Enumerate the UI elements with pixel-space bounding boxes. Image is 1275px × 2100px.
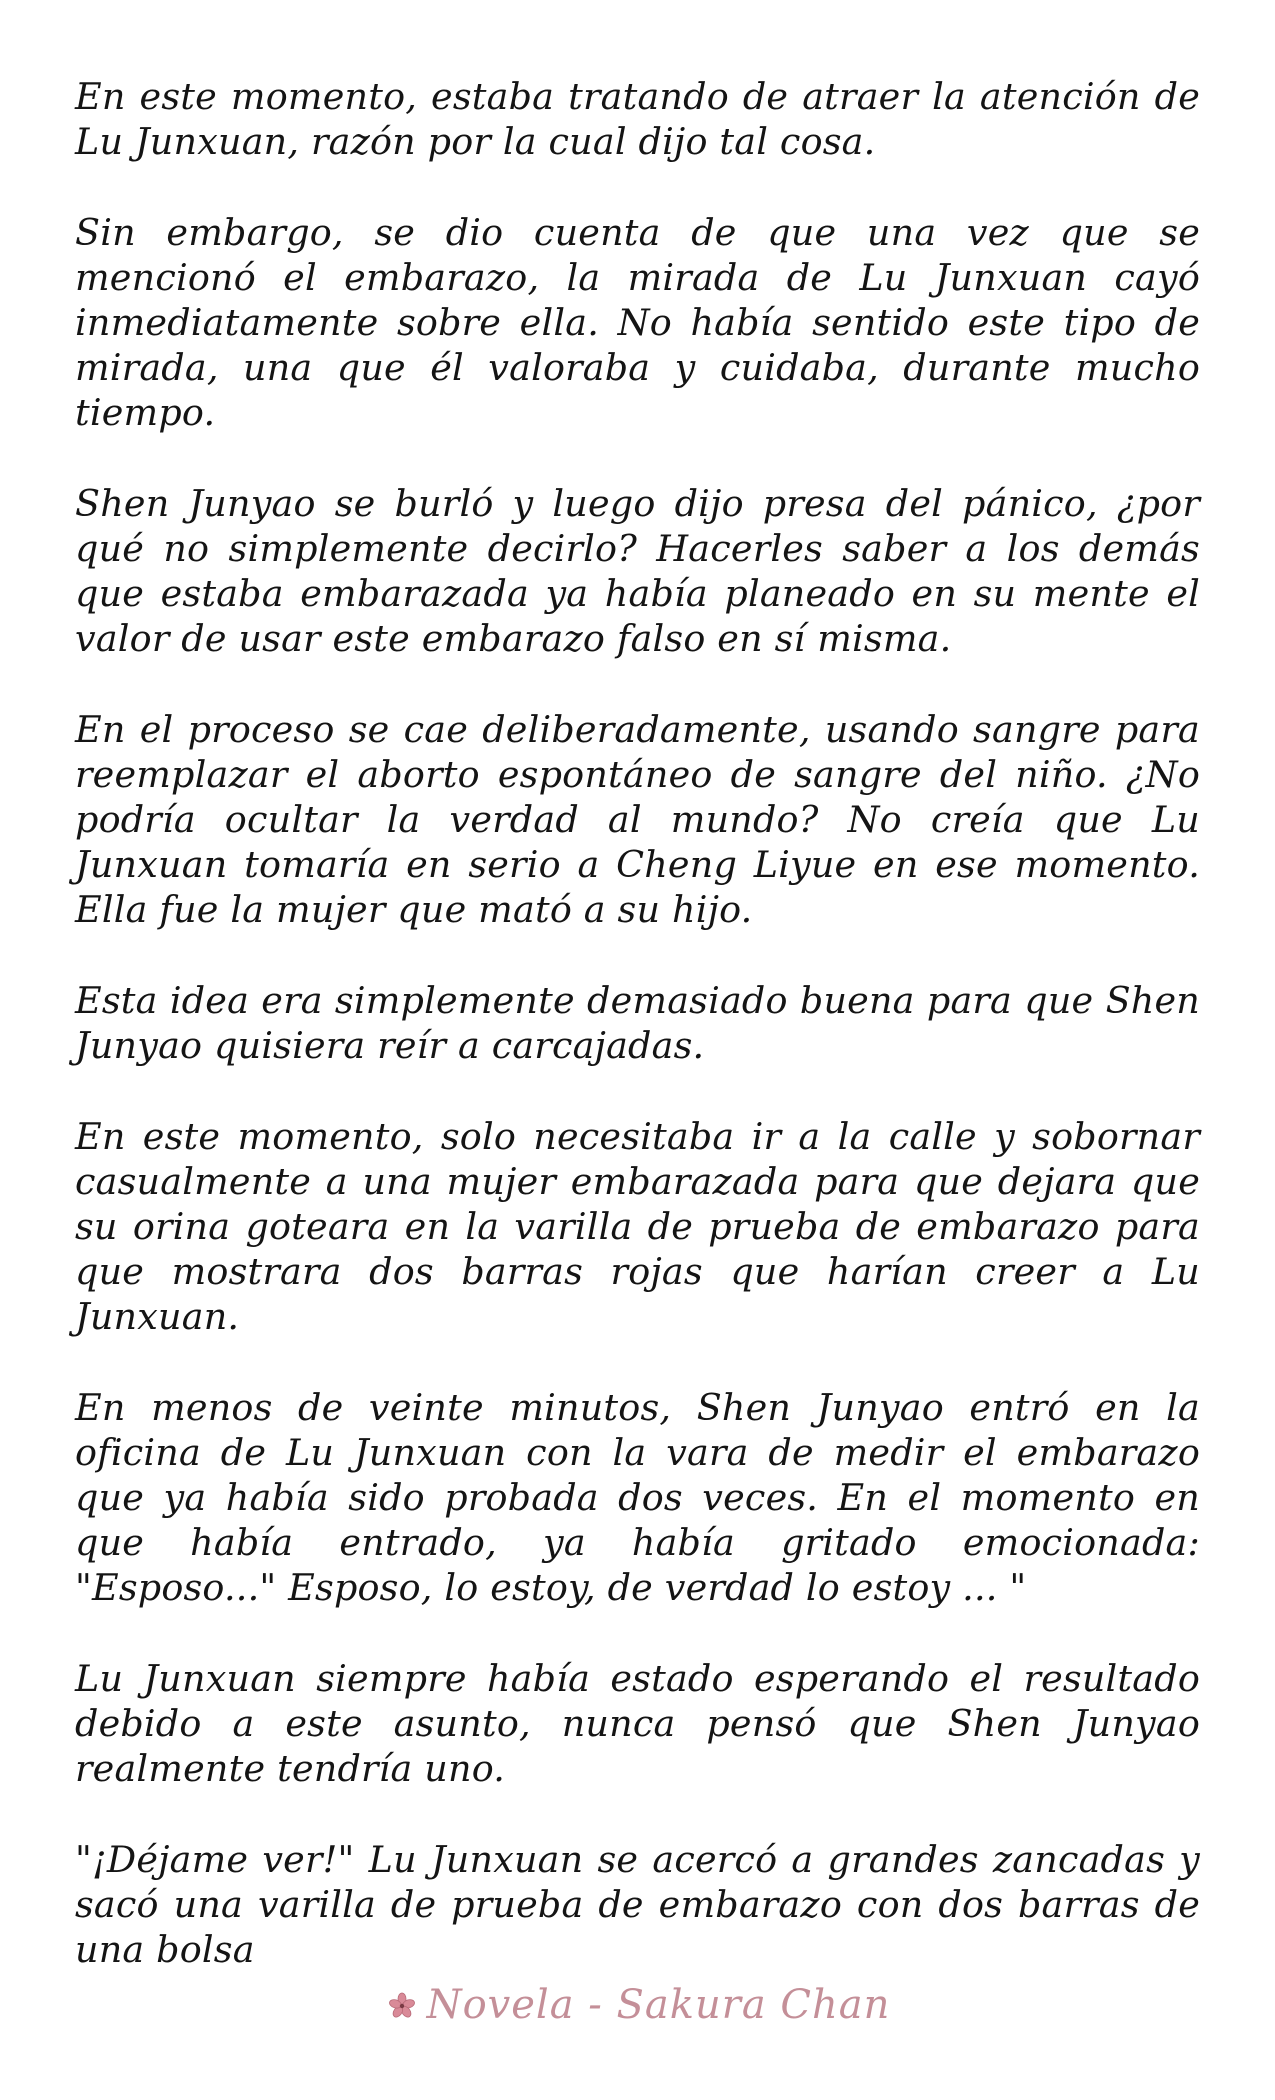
watermark-footer (0, 1982, 1275, 2032)
paragraph-9: "¡Déjame ver!" Lu Junxuan se acercó a grandes zancadas y sacó una varilla de prueba de embarazo con dos barras de una bolsa (75, 1838, 1200, 1971)
paragraph-4: En el proceso se cae deliberadamente, usando sangre para reemplazar el aborto espontáneo de sangre del niño. ¿No podría ocultar la verdad al mundo? No creía que Lu Junxuan tomaría en serio a Cheng Liyue en ese momento. Ella fue la mujer que mató a su hijo. (75, 708, 1200, 931)
paragraph-6: En este momento, solo necesitaba ir a la calle y sobornar casualmente a una mujer embarazada para que dejara que su orina goteara en la varilla de prueba de embarazo para que mostrara dos barras rojas que harían creer a Lu Junxuan. (75, 1115, 1200, 1338)
paragraph-8: Lu Junxuan siempre había estado esperando el resultado debido a este asunto, nunca pensó que Shen Junyao realmente tendría uno. (75, 1657, 1200, 1790)
sakura-flower-icon (385, 1986, 419, 2032)
document-body (75, 74, 1200, 2018)
paragraph-5: Esta idea era simplemente demasiado buena para que Shen Junyao quisiera reír a carcajadas. (75, 979, 1200, 1067)
paragraph-7: En menos de veinte minutos, Shen Junyao entró en la oficina de Lu Junxuan con la vara de medir el embarazo que ya había sido probada dos veces. En el momento en que había entrado, ya había gritado emocionada: "Esposo..." Esposo, lo estoy, de verdad lo estoy ... " (75, 1386, 1200, 1609)
paragraph-3: Shen Junyao se burló y luego dijo presa del pánico, ¿por qué no simplemente decirlo? Hacerles saber a los demás que estaba embarazada ya había planeado en su mente el valor de usar este embarazo falso en sí misma. (75, 482, 1200, 660)
paragraph-2: Sin embargo, se dio cuenta de que una vez que se mencionó el embarazo, la mirada de Lu Junxuan cayó inmediatamente sobre ella. No había sentido este tipo de mirada, una que él valoraba y cuidaba, durante mucho tiempo. (75, 211, 1200, 434)
paragraph-1: En este momento, estaba tratando de atraer la atención de Lu Junxuan, razón por la cual dijo tal cosa. (75, 75, 1200, 163)
watermark-text: Novela - Sakura Chan (426, 1982, 891, 2028)
